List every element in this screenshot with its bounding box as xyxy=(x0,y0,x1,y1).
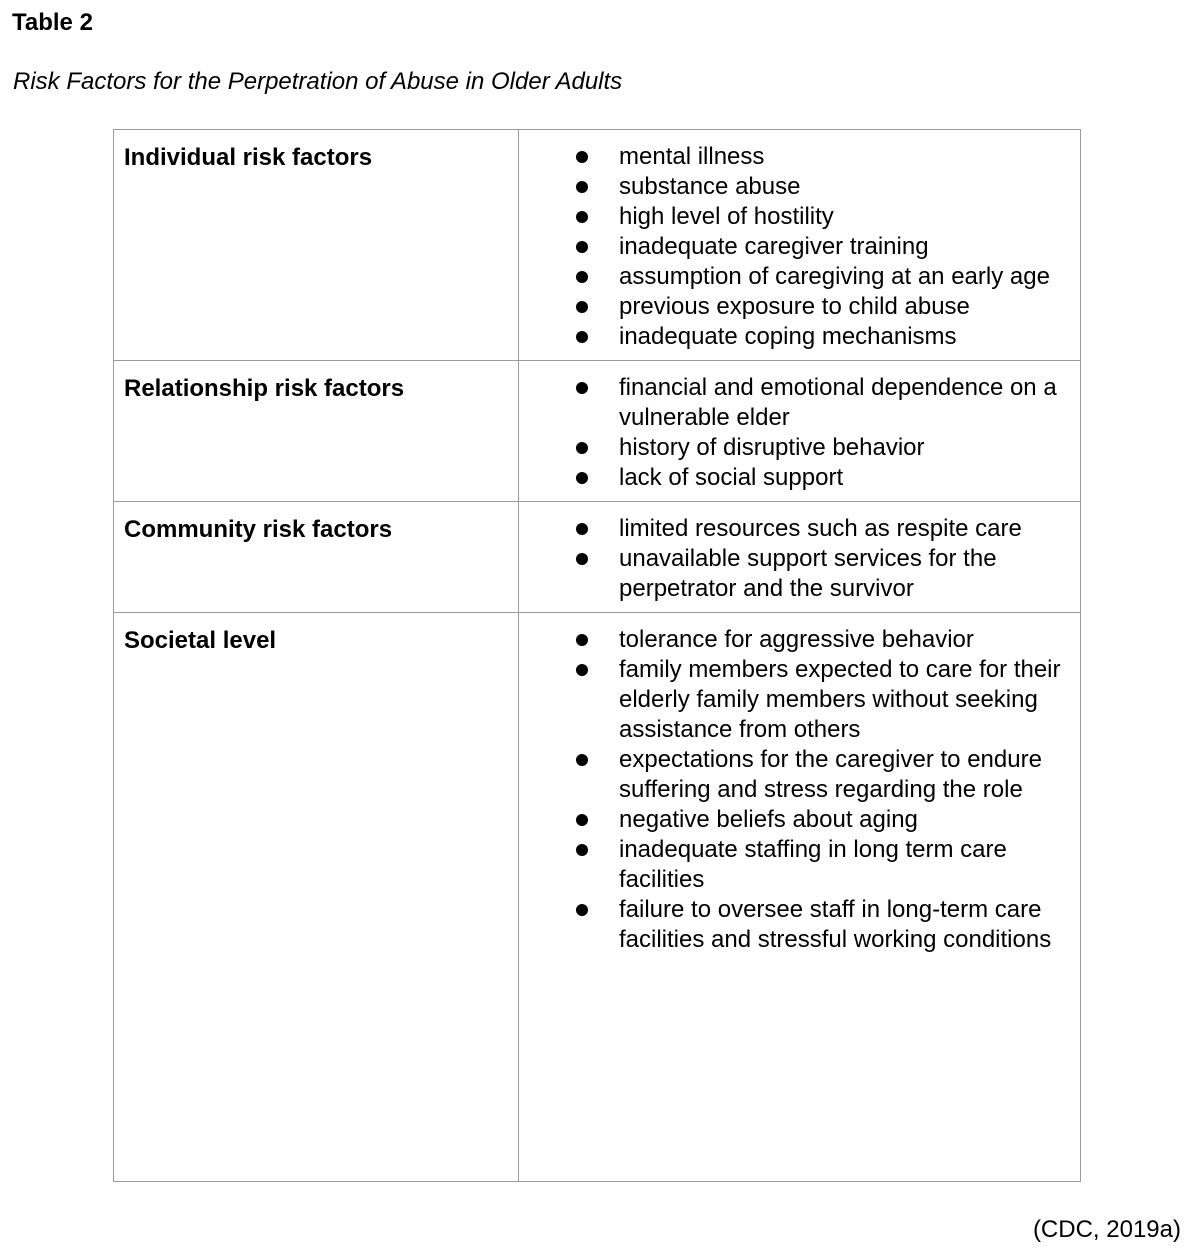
list-item: limited resources such as respite care xyxy=(519,514,1072,544)
risk-factors-table xyxy=(113,129,1081,1182)
factor-list xyxy=(519,625,1072,955)
list-item: failure to oversee staff in long-term care facilities and stressful working conditions xyxy=(519,895,1072,955)
factor-list xyxy=(519,514,1072,604)
factor-list xyxy=(519,142,1072,352)
category-cell: Community risk factors xyxy=(114,502,519,613)
factors-cell xyxy=(519,361,1081,502)
table-row xyxy=(114,130,1081,361)
table-row xyxy=(114,502,1081,613)
list-item: unavailable support services for the perpetrator and the survivor xyxy=(519,544,1072,604)
list-item: family members expected to care for their elderly family members without seeking assistance from others xyxy=(519,655,1072,745)
list-item: previous exposure to child abuse xyxy=(519,292,1072,322)
citation: (CDC, 2019a) xyxy=(1032,1216,1181,1243)
list-item: inadequate staffing in long term care facilities xyxy=(519,835,1072,895)
list-item: substance abuse xyxy=(519,172,1072,202)
list-item: mental illness xyxy=(519,142,1072,172)
category-cell: Societal level xyxy=(114,613,519,1182)
factor-list xyxy=(519,373,1072,493)
list-item: tolerance for aggressive behavior xyxy=(519,625,1072,655)
list-item: negative beliefs about aging xyxy=(519,805,1072,835)
list-item: lack of social support xyxy=(519,463,1072,493)
list-item: inadequate coping mechanisms xyxy=(519,322,1072,352)
list-item: assumption of caregiving at an early age xyxy=(519,262,1072,292)
list-item: high level of hostility xyxy=(519,202,1072,232)
table-row xyxy=(114,613,1081,1182)
category-cell: Relationship risk factors xyxy=(114,361,519,502)
list-item: financial and emotional dependence on a vulnerable elder xyxy=(519,373,1072,433)
list-item: history of disruptive behavior xyxy=(519,433,1072,463)
table-row xyxy=(114,361,1081,502)
list-item: expectations for the caregiver to endure suffering and stress regarding the role xyxy=(519,745,1072,805)
factors-cell xyxy=(519,130,1081,361)
table-title: Risk Factors for the Perpetration of Abuse in Older Adults xyxy=(13,68,623,95)
factors-cell xyxy=(519,502,1081,613)
list-item: inadequate caregiver training xyxy=(519,232,1072,262)
table-number: Table 2 xyxy=(12,9,93,36)
factors-cell xyxy=(519,613,1081,1182)
category-cell: Individual risk factors xyxy=(114,130,519,361)
